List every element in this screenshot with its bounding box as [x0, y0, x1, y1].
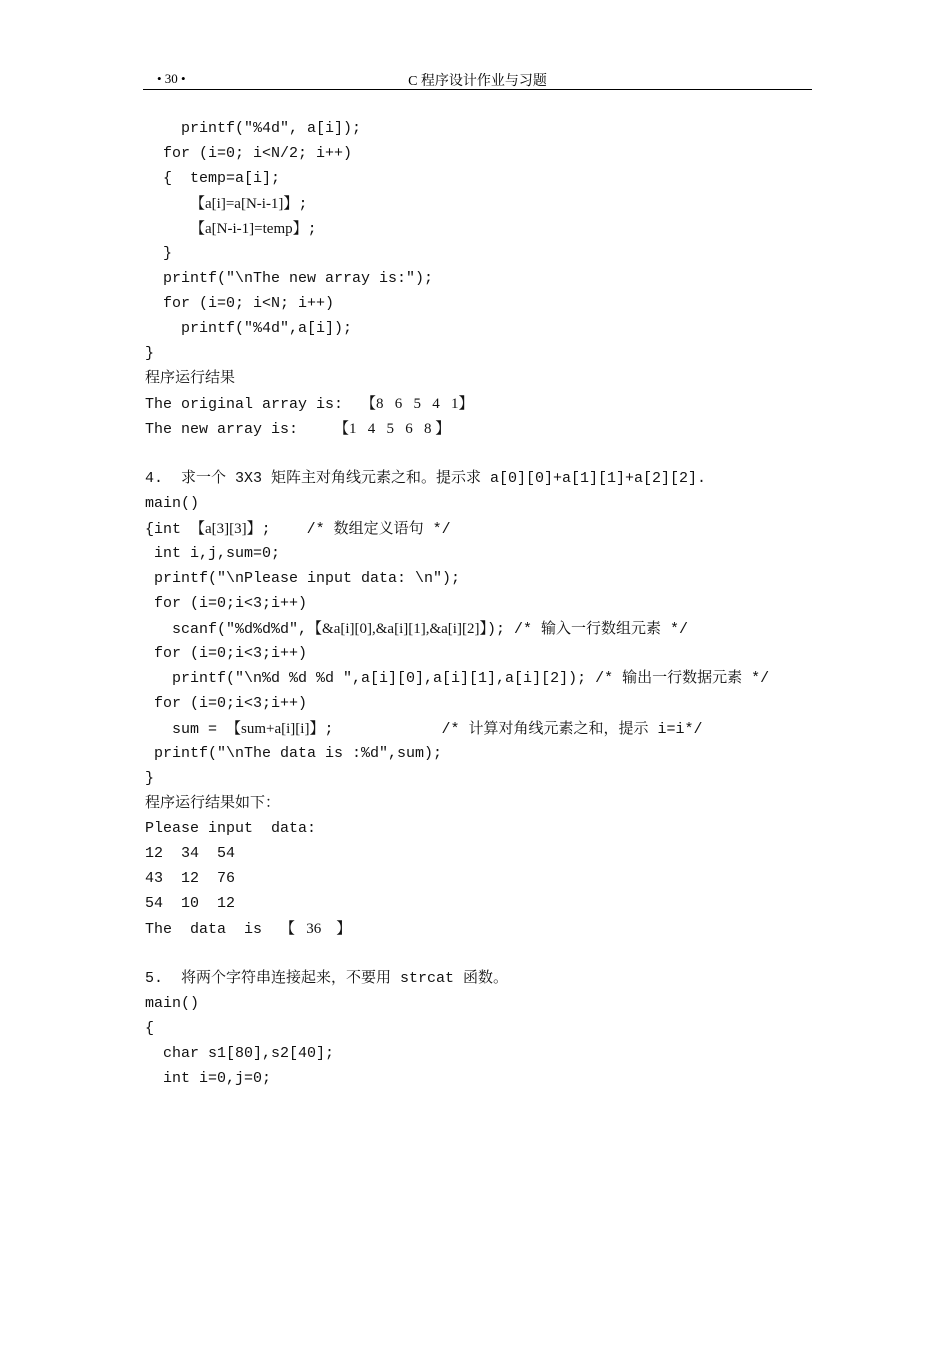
- line-text: main(): [145, 495, 200, 512]
- line-text: The original array is:: [145, 396, 362, 413]
- line-text: 5. 将两个字符串连接起来，不要用 strcat 函数。: [145, 970, 509, 987]
- line-text: }: [145, 770, 155, 787]
- text-line: [145, 820, 316, 838]
- text-line: [145, 895, 235, 913]
- text-line: [145, 870, 235, 888]
- text-line: [145, 770, 154, 788]
- line-text: for (i=0;i<3;i++): [145, 645, 308, 662]
- text-line: [145, 145, 352, 163]
- line-text: ); /* 输入一行数组元素 */: [486, 621, 688, 638]
- text-line: [145, 970, 508, 988]
- line-text: ; /* 计算对角线元素之和，提示 i=i*/: [324, 721, 703, 738]
- text-line: [145, 395, 474, 414]
- page-number: • 30 •: [157, 71, 186, 86]
- line-text: printf(″%4d″, a[i]);: [145, 120, 362, 137]
- line-text: 43 12 76: [145, 870, 236, 887]
- text-line: [145, 695, 307, 713]
- line-text: for (i=0;i<3;i++): [145, 595, 308, 612]
- line-text: for (i=0;i<3;i++): [145, 695, 308, 712]
- line-text: scanf(″%d%d%d″,: [145, 621, 308, 638]
- answer-fill: 【a[N-i-1]=temp】: [190, 221, 308, 237]
- line-text: printf(″\nThe new array is:″);: [145, 270, 434, 287]
- text-line: [145, 795, 280, 813]
- text-line: [145, 220, 317, 239]
- text-line: [145, 320, 352, 338]
- text-line: [145, 120, 361, 138]
- line-text: printf(″\n%d %d %d ″,a[i][0],a[i][1],a[i][2]); /* 输出一行数据元素 */: [145, 670, 770, 687]
- line-text: The new array is:: [145, 421, 335, 438]
- answer-fill: 【 36 】: [280, 921, 352, 937]
- text-line: [145, 520, 451, 539]
- running-title: C 程序设计作业与习题: [408, 74, 547, 89]
- text-line: [145, 245, 172, 263]
- line-text: [145, 221, 190, 238]
- answer-fill: 【1 4 5 6 8 】: [334, 421, 451, 437]
- text-line: [145, 570, 460, 588]
- text-line: [145, 345, 154, 363]
- line-text: [145, 196, 190, 213]
- line-text: printf(″\nPlease input data: \n″);: [145, 570, 461, 587]
- text-line: [145, 495, 199, 513]
- text-line: [145, 370, 235, 388]
- line-text: printf(″\nThe data is :%d″,sum);: [145, 745, 443, 762]
- line-text: ;: [298, 196, 308, 213]
- text-line: [145, 545, 280, 563]
- line-text: ;: [307, 221, 317, 238]
- text-line: [145, 420, 450, 439]
- line-text: int i,j,sum=0;: [145, 545, 281, 562]
- line-text: {int: [145, 521, 191, 538]
- answer-fill: 【8 6 5 4 1】: [361, 396, 474, 412]
- line-text: sum =: [145, 721, 227, 738]
- answer-fill: 【sum+a[i][i]】: [226, 721, 325, 737]
- text-line: [145, 1020, 154, 1038]
- text-line: [145, 470, 706, 488]
- line-text: for (i=0; i<N; i++): [145, 295, 335, 312]
- line-text: int i=0,j=0;: [145, 1070, 272, 1087]
- line-text: }: [145, 345, 155, 362]
- text-line: [145, 195, 307, 214]
- text-line: [145, 645, 307, 663]
- answer-fill: 【a[i]=a[N-i-1]】: [190, 196, 299, 212]
- line-text: 4. 求一个 3X3 矩阵主对角线元素之和。提示求 a[0][0]+a[1][1]+a[2][2].: [145, 470, 707, 487]
- line-text: main(): [145, 995, 200, 1012]
- line-text: for (i=0; i<N/2; i++): [145, 145, 353, 162]
- line-text: The data is: [145, 921, 281, 938]
- text-line: [145, 620, 688, 639]
- text-line: [145, 995, 199, 1013]
- text-line: [145, 1045, 334, 1063]
- text-line: [145, 920, 351, 939]
- text-line: [145, 295, 334, 313]
- line-text: 54 10 12: [145, 895, 236, 912]
- line-text: ; /* 数组定义语句 */: [261, 521, 451, 538]
- text-line: [145, 845, 235, 863]
- line-text: 程序运行结果: [145, 370, 236, 387]
- text-line: [145, 745, 442, 763]
- text-line: [145, 1070, 271, 1088]
- line-text: 12 34 54: [145, 845, 236, 862]
- line-text: Please input data:: [145, 820, 317, 837]
- answer-fill: 【a[3][3]】: [190, 521, 262, 537]
- text-line: [145, 170, 280, 188]
- page-header: [143, 70, 812, 90]
- line-text: { temp=a[i];: [145, 170, 281, 187]
- text-line: [145, 595, 307, 613]
- line-text: char s1[80],s2[40];: [145, 1045, 335, 1062]
- text-line: [145, 270, 433, 288]
- line-text: printf(″%4d″,a[i]);: [145, 320, 353, 337]
- line-text: {: [145, 1020, 155, 1037]
- text-line: [145, 670, 769, 688]
- line-text: 程序运行结果如下：: [145, 795, 281, 812]
- answer-fill: 【&a[i][0],&a[i][1],&a[i][2]】: [307, 621, 487, 637]
- text-line: [145, 720, 703, 739]
- line-text: }: [145, 245, 173, 262]
